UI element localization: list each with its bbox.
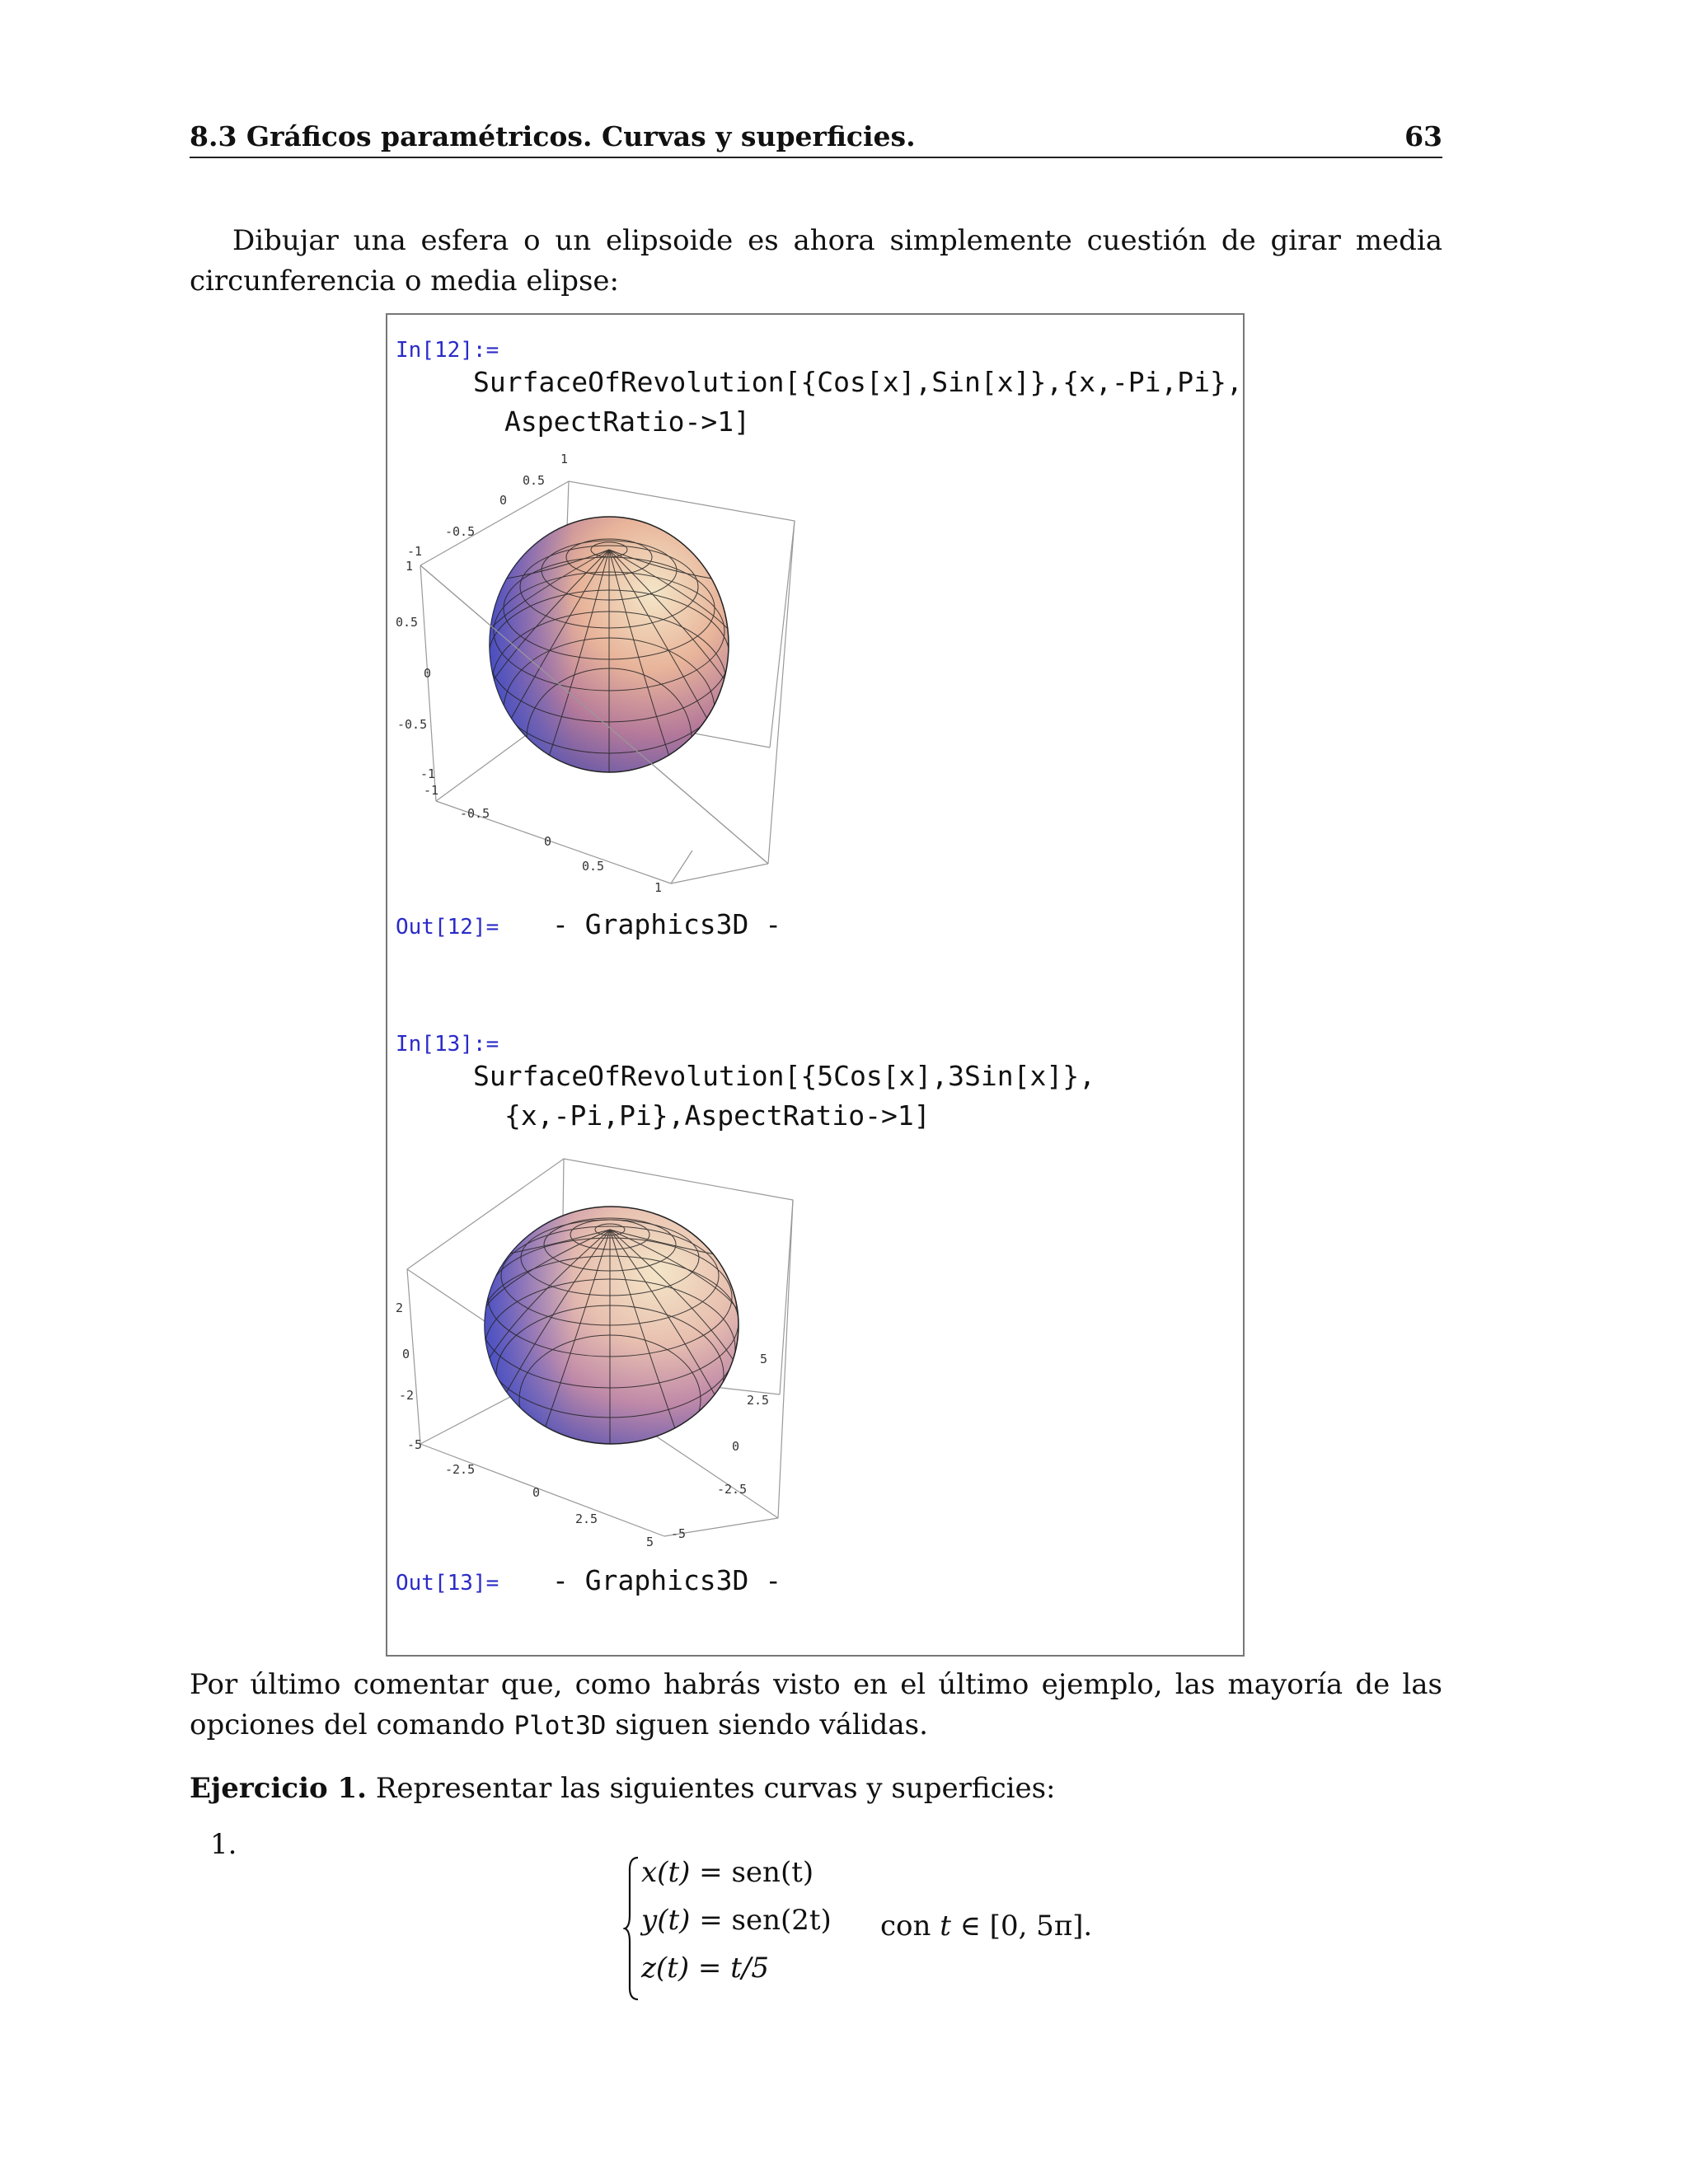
svg-text:0: 0 xyxy=(424,666,432,681)
eq-z-lhs: z(t) xyxy=(641,1952,690,1985)
equation-z: z(t) = t/5 xyxy=(641,1952,769,1985)
section-title: 8.3 Gráficos paramétricos. Curvas y superficies. xyxy=(190,120,916,152)
code-line-12b: AspectRatio->1] xyxy=(504,405,751,438)
exercise-heading xyxy=(190,1769,1442,1809)
svg-text:0: 0 xyxy=(402,1347,410,1361)
svg-text:0.5: 0.5 xyxy=(396,615,419,630)
svg-text:2: 2 xyxy=(396,1301,404,1315)
output-13: - Graphics3D - xyxy=(552,1564,782,1596)
svg-text:2.5: 2.5 xyxy=(575,1511,598,1526)
svg-text:-0.5: -0.5 xyxy=(397,717,428,732)
equation-y: y(t) = sen(2t) xyxy=(641,1904,832,1937)
closing-text-1: Por último comentar que, como habrás visto en el último ejemplo, las mayoría de las opciones del comando xyxy=(190,1668,1442,1741)
code-line-13a: SurfaceOfRevolution[{5Cos[x],3Sin[x]}, xyxy=(473,1060,1095,1092)
eq-y-lhs: y(t) xyxy=(641,1904,691,1937)
output-12: - Graphics3D - xyxy=(552,908,782,940)
eq-x-lhs: x(t) xyxy=(641,1856,691,1889)
svg-text:-0.5: -0.5 xyxy=(445,524,476,539)
svg-text:2.5: 2.5 xyxy=(747,1393,770,1408)
notebook-frame xyxy=(386,313,1245,1657)
svg-text:-1: -1 xyxy=(407,544,423,559)
in-label-12: In[12]:= xyxy=(396,338,499,363)
cond-prefix: con xyxy=(880,1910,940,1943)
svg-text:0: 0 xyxy=(499,493,508,508)
in-label-13: In[13]:= xyxy=(396,1032,499,1057)
svg-text:0: 0 xyxy=(544,834,552,849)
out-label-13: Out[13]= xyxy=(396,1571,499,1596)
svg-text:0: 0 xyxy=(532,1485,541,1500)
eq-z-rhs: t/5 xyxy=(730,1952,769,1985)
svg-text:5: 5 xyxy=(760,1352,768,1366)
svg-text:-1: -1 xyxy=(424,783,439,798)
svg-text:5: 5 xyxy=(646,1535,654,1549)
ellipsoid-graphic xyxy=(391,1147,819,1549)
sphere-plot xyxy=(391,452,819,895)
ellipsoid-plot xyxy=(391,1147,819,1549)
intro-paragraph: Dibujar una esfera o un elipsoide es ahora simplemente cuestión de girar media circunferencia o media elipse: xyxy=(190,224,1442,298)
svg-text:-2.5: -2.5 xyxy=(445,1462,476,1477)
svg-text:-2: -2 xyxy=(399,1388,415,1403)
sphere-graphic xyxy=(391,452,819,895)
exercise-item-number: 1. xyxy=(210,1828,237,1861)
equation-x: x(t) = sen(t) xyxy=(641,1856,814,1889)
cond-rest: ∈ [0, 5π]. xyxy=(950,1910,1093,1943)
eq-x-rhs: sen(t) xyxy=(731,1856,814,1889)
inline-code-plot3d: Plot3D xyxy=(513,1711,607,1741)
code-line-13b: {x,-Pi,Pi},AspectRatio->1] xyxy=(504,1099,931,1132)
page-number: 63 xyxy=(1404,120,1442,152)
code-line-12a: SurfaceOfRevolution[{Cos[x],Sin[x]},{x,-Pi,Pi}, xyxy=(473,366,1243,398)
page-header xyxy=(190,114,1442,158)
closing-paragraph xyxy=(190,1665,1442,1746)
svg-text:-2.5: -2.5 xyxy=(717,1482,748,1497)
cond-var: t xyxy=(940,1910,951,1943)
left-brace xyxy=(623,1854,641,2003)
out-label-12: Out[12]= xyxy=(396,915,499,940)
svg-text:0: 0 xyxy=(732,1439,740,1454)
exercise-text: Representar las siguientes curvas y superficies: xyxy=(367,1772,1056,1805)
svg-text:1: 1 xyxy=(406,559,414,574)
svg-text:-5: -5 xyxy=(407,1437,423,1452)
svg-text:0.5: 0.5 xyxy=(582,859,605,874)
svg-text:-5: -5 xyxy=(671,1526,687,1541)
svg-text:-1: -1 xyxy=(420,766,436,781)
closing-text-2: siguen siendo válidas. xyxy=(606,1708,928,1741)
svg-text:1: 1 xyxy=(560,452,569,466)
eq-y-rhs: sen(2t) xyxy=(731,1904,832,1937)
exercise-label: Ejercicio 1. xyxy=(190,1772,368,1805)
svg-text:-0.5: -0.5 xyxy=(460,806,490,821)
svg-text:0.5: 0.5 xyxy=(523,473,546,488)
domain-condition xyxy=(880,1910,1092,1943)
svg-text:1: 1 xyxy=(654,880,663,895)
